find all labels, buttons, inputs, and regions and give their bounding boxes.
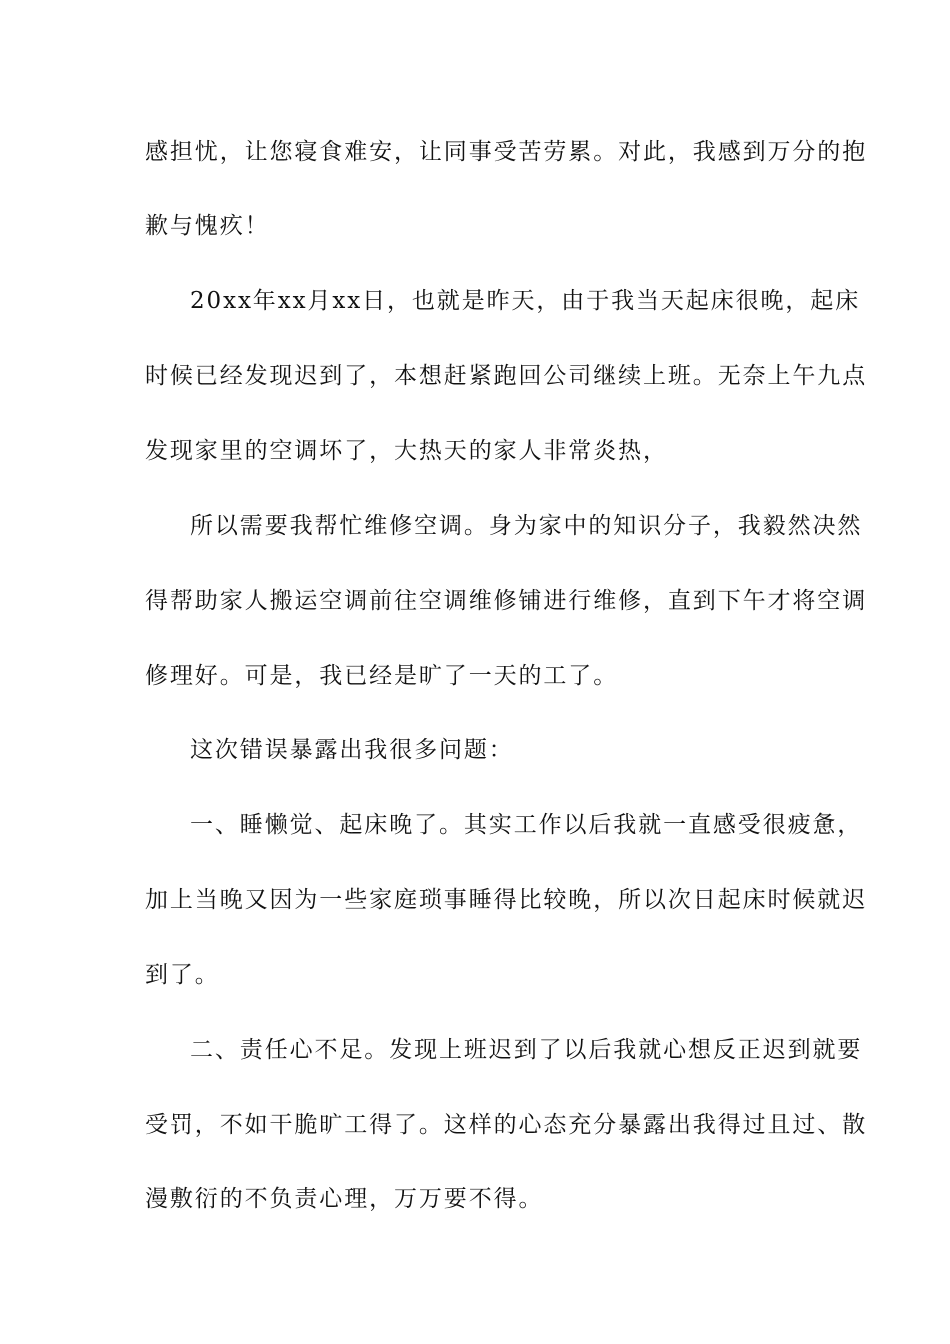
text-line-12: 到了。: [145, 962, 220, 988]
text-line-5: 发现家里的空调坏了，大热天的家人非常炎热，: [145, 438, 668, 464]
text-line-9: 这次错误暴露出我很多问题：: [190, 737, 514, 763]
text-line-8: 修理好。可是，我已经是旷了一天的工了。: [145, 663, 619, 689]
text-line-6: 所以需要我帮忙维修空调。身为家中的知识分子，我毅然决然: [190, 513, 863, 539]
text-line-7: 得帮助家人搬运空调前往空调维修铺进行维修，直到下午才将空调: [145, 588, 868, 614]
text-line-14: 受罚，不如干脆旷工得了。这样的心态充分暴露出我得过且过、散: [145, 1112, 868, 1138]
text-line-15: 漫敷衍的不负责心理，万万要不得。: [145, 1186, 544, 1212]
text-line-10: 一、睡懒觉、起床晚了。其实工作以后我就一直感受很疲惫，: [190, 812, 863, 838]
text-line-13: 二、责任心不足。发现上班迟到了以后我就心想反正迟到就要: [190, 1037, 863, 1063]
text-line-11: 加上当晚又因为一些家庭琐事睡得比较晚，所以次日起床时候就迟: [145, 887, 868, 913]
text-line-3: 20xx年xx月xx日，也就是昨天，由于我当天起床很晚，起床: [190, 288, 861, 314]
text-line-4: 时候已经发现迟到了，本想赶紧跑回公司继续上班。无奈上午九点: [145, 363, 868, 389]
text-line-2: 歉与愧疚！: [145, 213, 270, 239]
text-line-1: 感担忧，让您寝食难安，让同事受苦劳累。对此，我感到万分的抱: [145, 139, 868, 165]
